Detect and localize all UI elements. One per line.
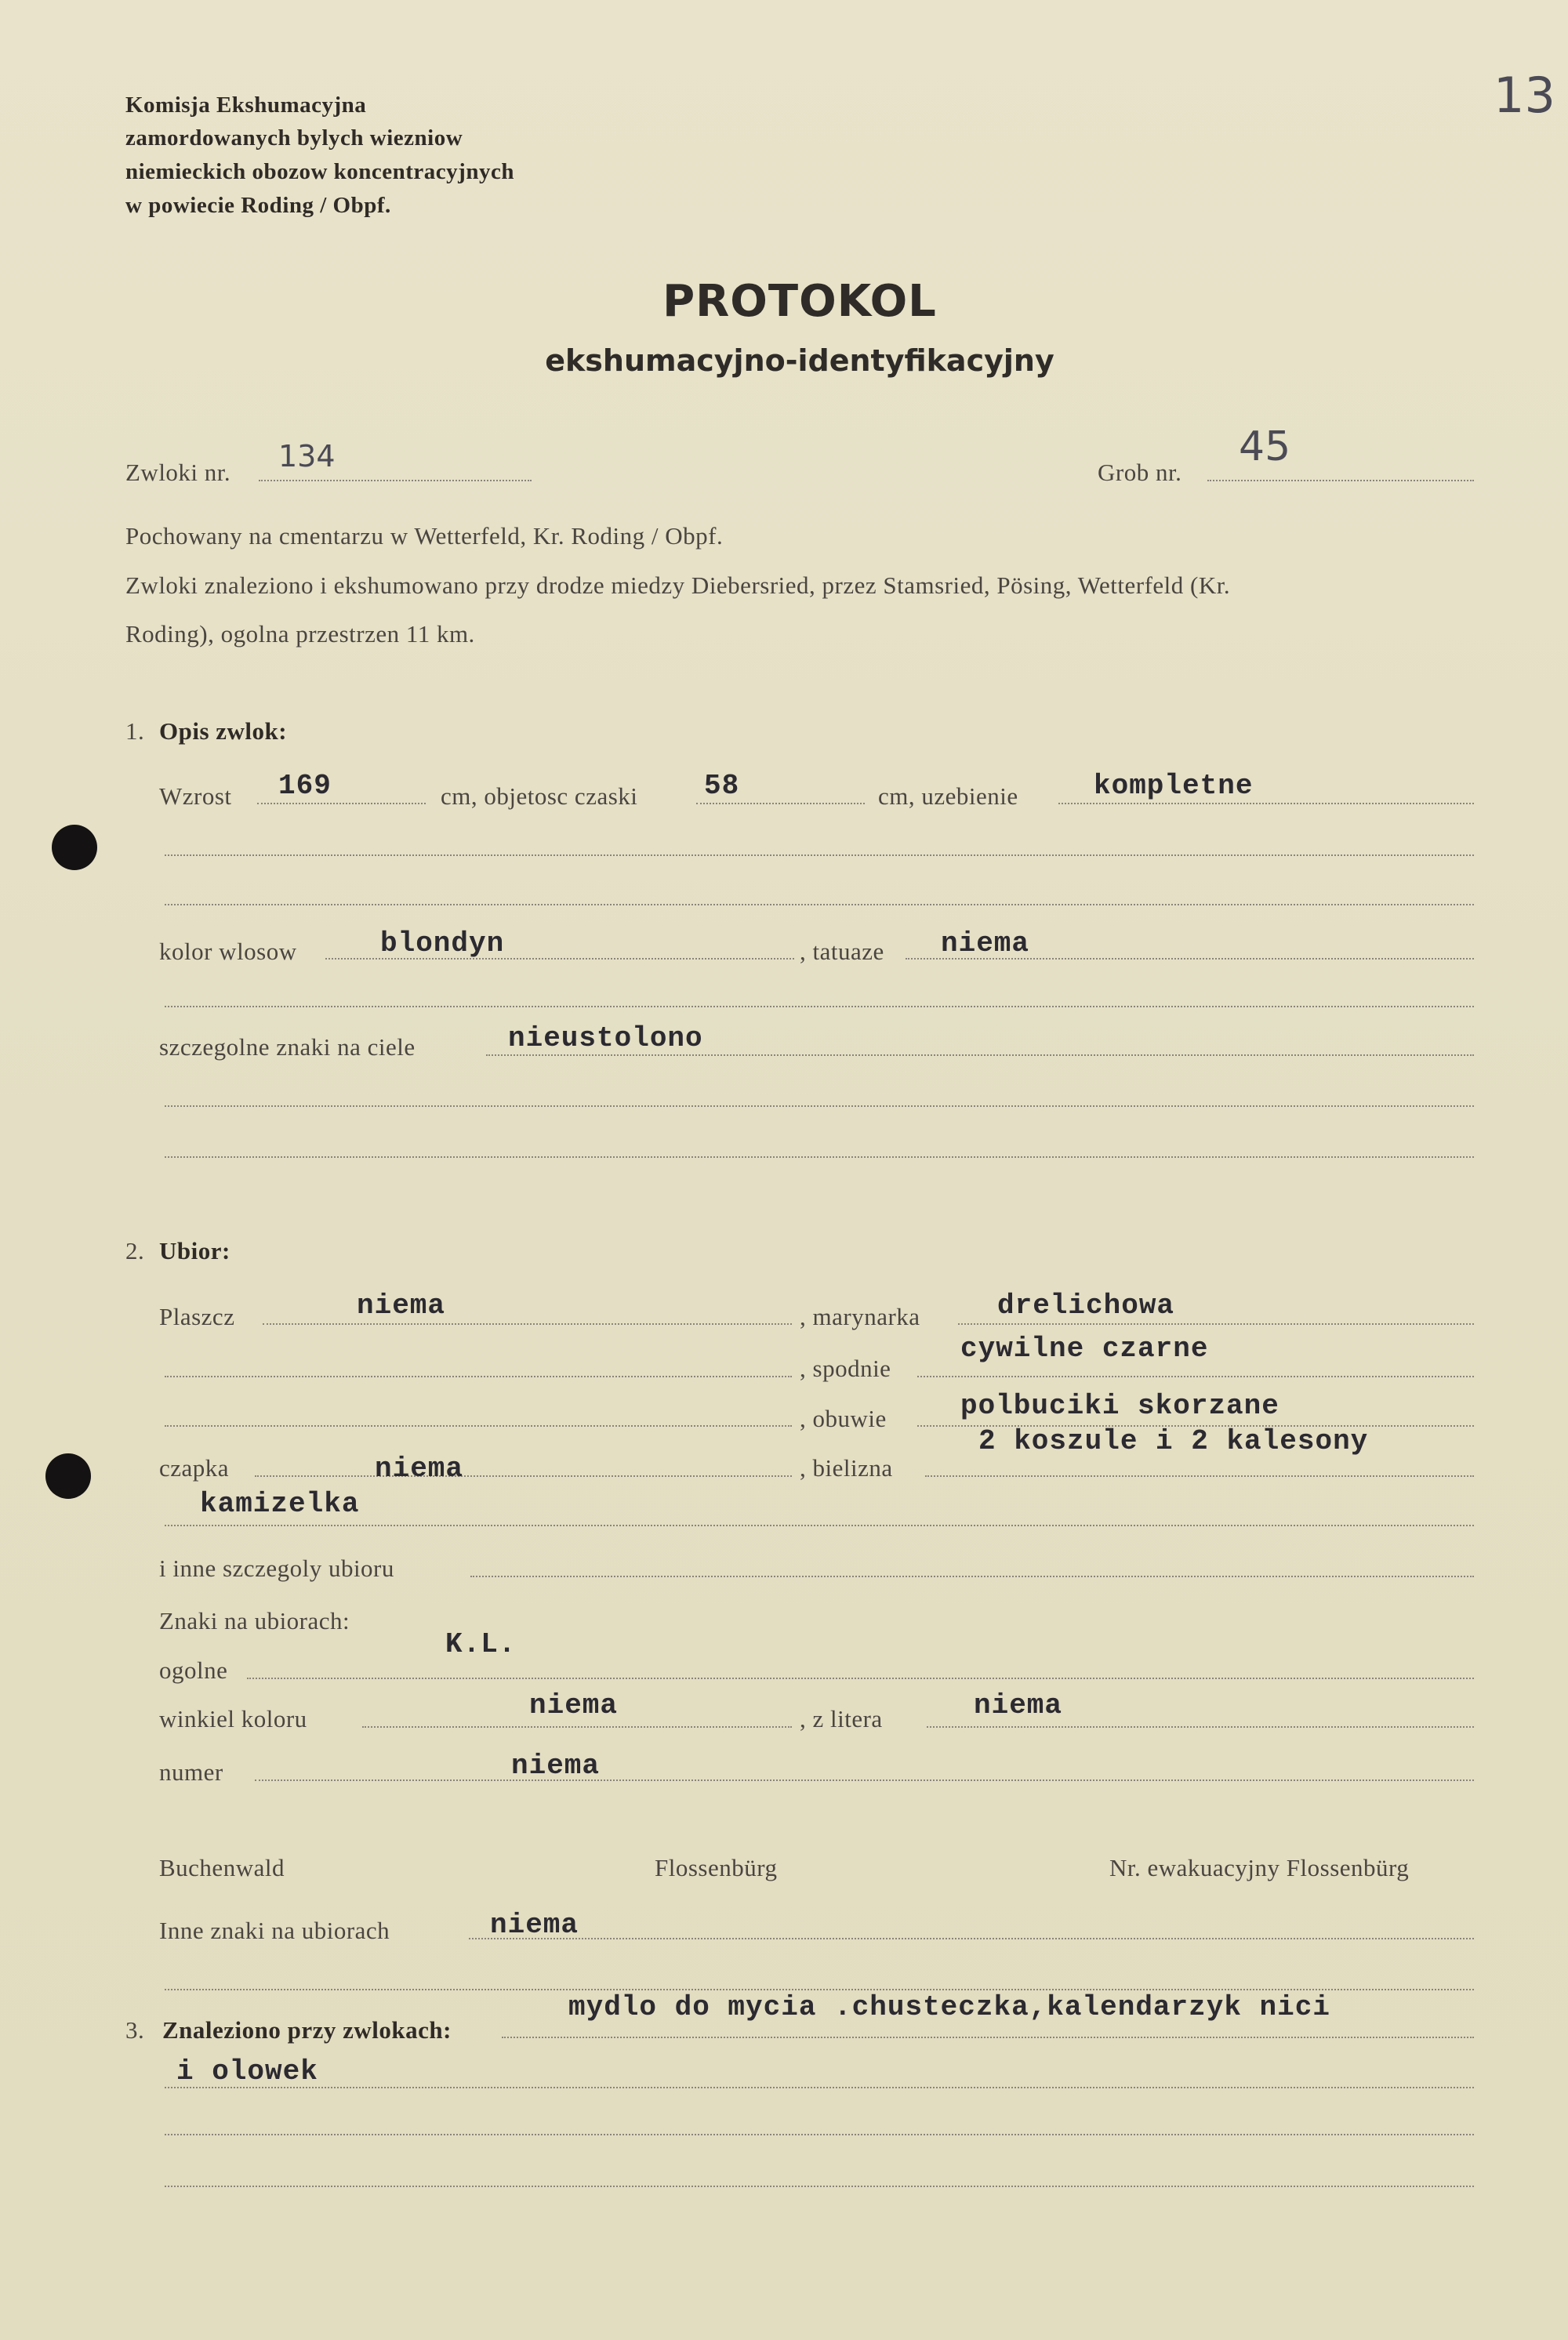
burial-place-line: Pochowany na cmentarzu w Wetterfeld, Kr. Roding / Obpf.	[125, 522, 724, 550]
found-items-line-1: mydlo do mycia .chusteczka,kalendarzyk nici	[568, 1991, 1330, 2023]
bielizna-label: , bielizna	[800, 1454, 893, 1482]
buchenwald-label: Buchenwald	[159, 1854, 285, 1881]
z-litera-value: niema	[974, 1689, 1063, 1721]
ogolne-value: K.L.	[445, 1628, 517, 1660]
czapka-label: czapka	[159, 1454, 230, 1482]
commission-header-line-4: w powiecie Roding / Obpf.	[125, 193, 391, 218]
marynarka-label: , marynarka	[800, 1303, 920, 1330]
uzebienie-value: kompletne	[1094, 770, 1254, 802]
inne-szczegoly-label: i inne szczegoly ubioru	[159, 1555, 394, 1582]
exhumation-route-line-2: Roding), ogolna przestrzen 11 km.	[125, 620, 475, 648]
found-items-line-2: i olowek	[176, 2055, 318, 2088]
flossenburg-label: Flossenbürg	[655, 1854, 778, 1881]
czapka-value: niema	[375, 1453, 464, 1485]
commission-header-line-3: niemieckich obozow koncentracyjnych	[125, 159, 514, 184]
kamizelka-entry: kamizelka	[200, 1488, 360, 1520]
winkiel-label: winkiel koloru	[159, 1705, 307, 1732]
inne-znaki-label: Inne znaki na ubiorach	[159, 1917, 390, 1944]
page-number: 13	[1494, 67, 1555, 124]
section-1-number: 1.	[125, 717, 145, 745]
wzrost-value: 169	[278, 770, 332, 802]
spodnie-label: , spodnie	[800, 1355, 891, 1382]
section-2-heading: Ubior:	[159, 1237, 230, 1264]
zwloki-value: 134	[278, 439, 336, 473]
nr-ewakuacyjny-label: Nr. ewakuacyjny Flossenbürg	[1109, 1854, 1410, 1881]
section-1-heading: Opis zwlok:	[159, 717, 288, 745]
section-2-number: 2.	[125, 1237, 145, 1264]
section-3-number: 3.	[125, 2016, 145, 2044]
commission-header-line-1: Komisja Ekshumacyjna	[125, 93, 367, 118]
document-title: PROTOKOL	[662, 276, 937, 327]
zwloki-label: Zwloki nr.	[125, 459, 231, 486]
grob-label: Grob nr.	[1098, 459, 1182, 486]
spodnie-value: cywilne czarne	[960, 1333, 1209, 1365]
winkiel-value: niema	[529, 1689, 619, 1721]
obuwie-label: , obuwie	[800, 1405, 887, 1432]
numer-label: numer	[159, 1758, 223, 1786]
tatuaze-value: niema	[941, 927, 1030, 960]
section-3-heading: Znaleziono przy zwlokach:	[162, 2016, 452, 2044]
exhumation-route-line-1: Zwloki znaleziono i ekshumowano przy drodze miedzy Diebersried, przez Stamsried, Pösing, Wetterfeld (Kr.	[125, 571, 1231, 599]
document-subtitle: ekshumacyjno-identyfikacyjny	[545, 343, 1054, 378]
z-litera-label: , z litera	[800, 1705, 883, 1732]
plaszcz-label: Plaszcz	[159, 1303, 235, 1330]
szczegolne-znaki-label: szczegolne znaki na ciele	[159, 1033, 416, 1061]
ogolne-label: ogolne	[159, 1656, 228, 1684]
czaska-value: 58	[704, 770, 740, 802]
punch-hole-top	[52, 825, 97, 870]
grob-value: 45	[1239, 423, 1291, 470]
znaki-na-ubiorach-label: Znaki na ubiorach:	[159, 1607, 350, 1634]
cm-objetosc-label: cm, objetosc czaski	[441, 782, 638, 810]
marynarka-value: drelichowa	[997, 1290, 1175, 1322]
tatuaze-label: , tatuaze	[800, 938, 884, 965]
wzrost-label: Wzrost	[159, 782, 232, 810]
numer-value: niema	[511, 1750, 601, 1782]
inne-znaki-value: niema	[490, 1909, 579, 1941]
punch-hole-bottom	[45, 1453, 91, 1499]
commission-header-line-2: zamordowanych bylych wiezniow	[125, 125, 463, 151]
kolor-wlosow-label: kolor wlosow	[159, 938, 297, 965]
szczegolne-znaki-value: nieustolono	[508, 1022, 703, 1054]
obuwie-value: polbuciki skorzane	[960, 1390, 1279, 1422]
cm-uzebienie-label: cm, uzebienie	[878, 782, 1018, 810]
kolor-wlosow-value: blondyn	[380, 927, 505, 960]
plaszcz-value: niema	[357, 1290, 446, 1322]
bielizna-value: 2 koszule i 2 kalesony	[978, 1425, 1369, 1457]
